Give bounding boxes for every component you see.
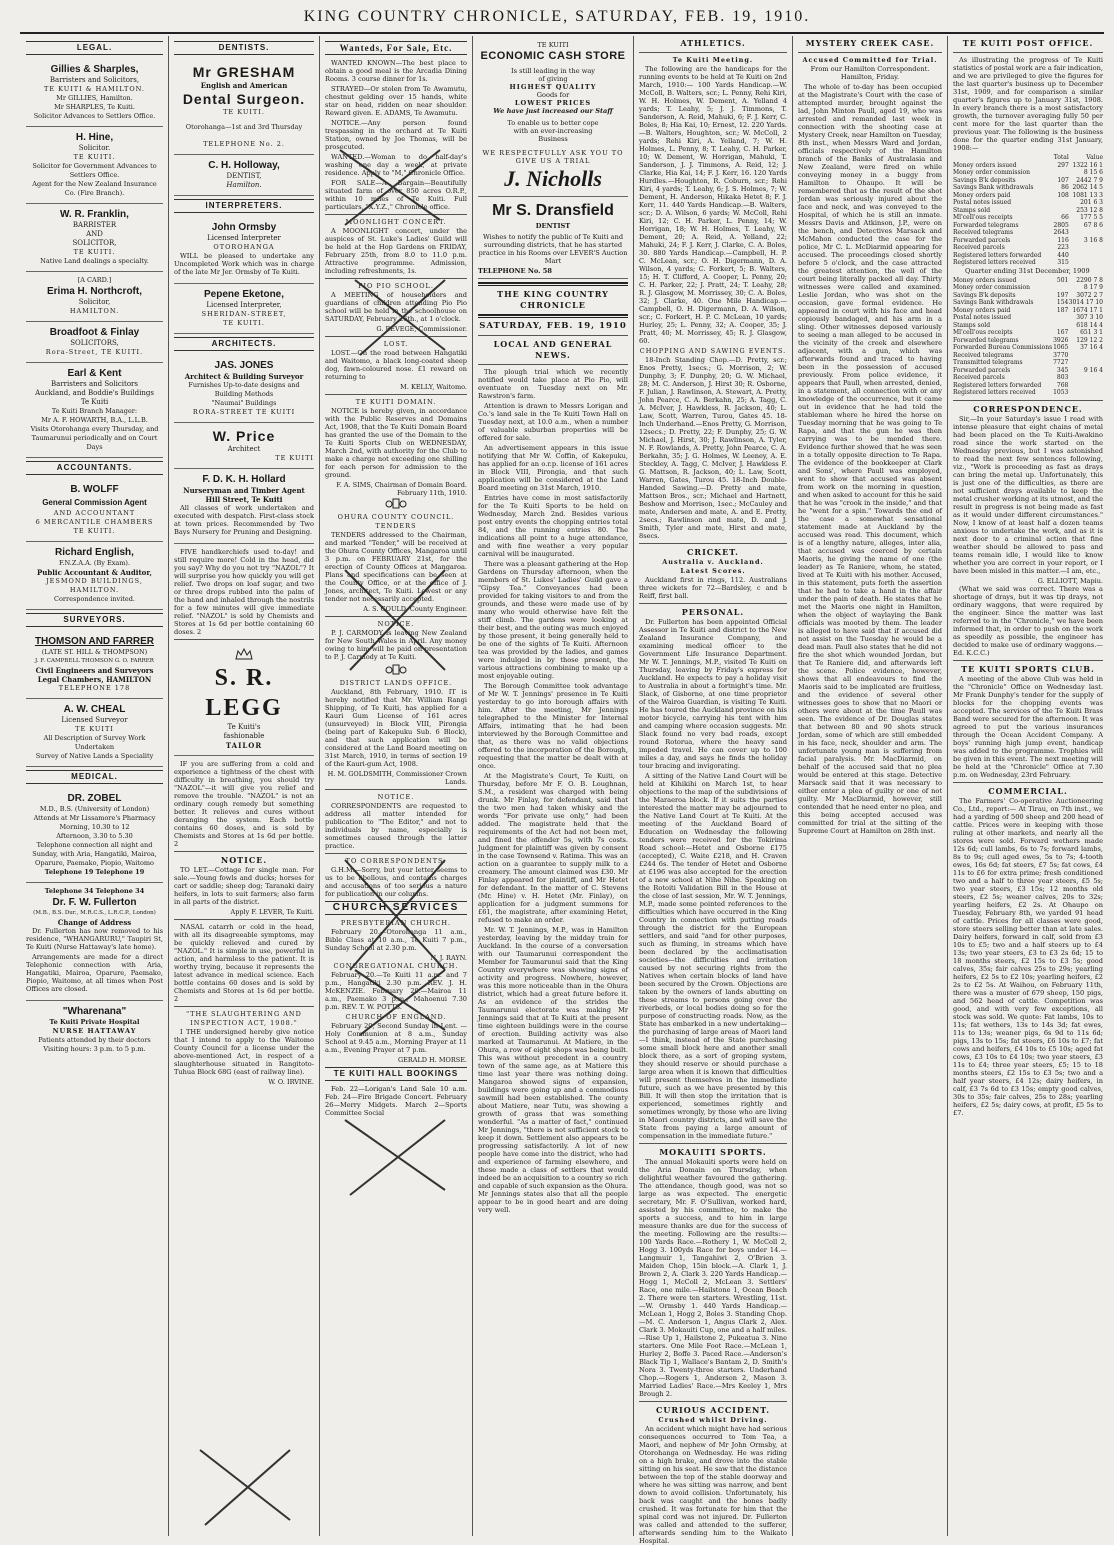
column-6 xyxy=(794,36,946,1536)
row-label: Forwarded parcels xyxy=(953,236,1011,244)
rule xyxy=(325,789,467,790)
piopio-notice: A MEETING of householders and guardians of children attending Pio Pio school will be held in the schoolhouse on SATURDAY, February 26th., at 1 o'clock. xyxy=(325,291,467,323)
row-value: 768 xyxy=(1056,381,1069,389)
wanted-5: FOR SALE—A Bargain—Beautifully situated farm of over 850 acres O.R.P., within 10 miles of Te Kuiti. Full particulars, "X.Y.Z.," Chronicle office. xyxy=(325,179,467,211)
piopio-signature: G. BEVEGE, Commissioner. xyxy=(376,325,467,333)
mokauiti-text: The annual Mokauiti sports were held on the Aria Domain on Thursday, when delightful weather favoured the gathering. The attendance, though good, was not so large as was expected. The energetic secretary, Mr. F. O'Sullivan, worked hard, assisted by his committee, to make the sports a success, and to him in large measure thanks are due for the success of the meeting. Following are the results:— 100 Yards Race.—Rothery 1, W. McColl 2, Hogg 3. 100yds Race for boys under 14.—Langmuir 1, Tangahiwi 2, O'Brien 3. Maiden Chop, 15in block.—A. Clark 1, J. Brown 2, A. Clark 3. 220 Yards Handicap.—Hogg 1, McColl 2, McLean 3. Settlers' Race, one mile.—Hailstone 1, Ocean Beach 2. There were ten starters. Wrestling, 11st.—W. Ormsby 1. 440 Yards Handicap.—McLean 1, Hogg 2, Boles 3. Standing Chop.—M. C. Anderson 1, Angus Clark 2, Alex. Clark 3. Mokauiti Cup, one and a half miles.—Rise Up 1, Hailstone 2, Pukeatua 3. Nine starters. One Mile Foot Race.—McLean 1, Hurley 2, Boffe 3. Paced Race.—Anderson's Black Tip 1, Wallace's Bantam 2, D. Smith's Nora 3. Twenty-three starters. Underhand Chop.—Rogers 1, Anderson 2, Mason 3. Married Ladies' Race.—Mrs Keeley 1, Mrs Brough 2. xyxy=(639,1158,787,1398)
post-office-heading: TE KUITI POST OFFICE. xyxy=(962,38,1094,48)
row-label: Money order commission xyxy=(953,284,1030,291)
row-value: 1065 xyxy=(1053,344,1069,351)
table-row xyxy=(953,169,1103,177)
table-row xyxy=(953,382,1103,390)
row-value xyxy=(1053,314,1068,322)
row-value xyxy=(1068,382,1103,390)
news-paragraph: Attention is drawn to Messrs Lorigan and Co.'s land sale in the Te Kuiti Town Hall on Tuesday next, at 10.0 a.m., when a number of valuable suburban properties will be offered for sale. xyxy=(478,402,628,442)
rule xyxy=(639,1143,787,1144)
section-interpreters: INTERPRETERS. xyxy=(174,199,314,213)
table-row xyxy=(953,214,1103,222)
table-row xyxy=(953,207,1103,215)
row-label: Forwarded telegrams xyxy=(953,336,1019,344)
tenders-signature: A. S. GOULD, County Engineer. xyxy=(363,605,467,613)
row-value: 803 xyxy=(1056,374,1069,381)
sports-club-heading: TE KUITI SPORTS CLUB. xyxy=(961,663,1095,674)
ad-wolff: B. WOLFF General Commission Agent AND ACCOUNTANT 6 MERCANTILE CHAMBERS TE KUITI. xyxy=(26,479,163,542)
row-label: Postal notes issued xyxy=(953,199,1012,206)
news-paragraph: At the Magistrate's Court, Te Kuiti, on Thursday, before Mr F. O. B. Loughnan, S.M., a resident was charged with being drunk. Mr Finlay, for defendant, said that the two men had taken whisky and the words "For private use only," had been added. The magistrate held that the requirements of the Act had not been met, and fined the offender 5s, with 7s costs. Judgment for plaintiff was given by consent in the case Townsend v. Ratima. This was an action on a guarantee to supply milk to a creamery. The amount claimed was £30. Mr Finlay appeared for plaintiff, and Mr Hetet for defendant. In the matter of C. Stevens (Mr. Hine) v. H. Hetet (Mr. Finlay), on application for a judgment summons for £61, the magistrate, after examining Hetet, refused to make an order. xyxy=(478,772,628,924)
table-row xyxy=(953,277,1103,285)
rule xyxy=(174,851,314,852)
slaughter-notice: I THE undersigned hereby give notice that I intend to apply to the Waitomo County Council for a license under the above-mentioned Act, in respect of a slaughterhouse situated in Rangitoto-Tuhua Block 68G (east of railway line). xyxy=(174,1028,314,1076)
table-row xyxy=(953,252,1103,260)
rule xyxy=(325,214,467,215)
personal-text-2: A sitting of the Native Land Court will be held at Kihikihi on March 1st, to hear objections to the map of the subdivisions of the Maraeroa block. If it suits the parties interested the matter may be adjourned to the Native Land Court at Te Kuiti. At the meeting of the Auckland Board of Education on Wednesday the following tenders were received for the Tokirima Road school:—Hetet and Osborne £175 (accepted), C. Waite £218, and H. Craven £244 6s. The tender of Hetet and Osborne at £196 was also accepted for the erection of a new school at Nihe Nihe. Speaking on the Rotoiti Validation Bill in the House at the close of last session, Mr. W. T. Jennings, M.P., made some pointed references to the difficulties which have occurred in the King Country in connection with putting roads through the district for the European settlers, and said "and for other purposes, such as fluming, in streams which have been declared by the acclimatisation societies—the difficulties and irritation caused by not securing rights from the Natives when certain blocks of land have been secured by the Crown. Objections are taken by the owners of lands abutting on these streams to persons going over the riverbeds, or local bodies doing so for the purpose of constructing roads. Now, as the State has embarked in a new undertaking—the purchasing of large areas of Maori land—I think, instead of the State purchasing some small block here and another small block there, as a sort of groping system, they should reserve or should purchase a large area when it is known that difficulties will present themselves in the immediate future, such as we have presented by this Bill. It will then stop the irritation that is experienced, sometimes rightly and sometimes wrongly, by those who are living in Maori country districts, and will save the State from paying a large amount of compensation in the immediate future." xyxy=(639,772,787,1140)
ad-thomson-farrer: THOMSON AND FARRER (LATE ST. HILL & THOMPSON) J. F. CAMPBELL THOMSON G. O. FARRER Civil Engineers and Surveyors Legal Chambers, HAMILTON TELEPHONE 178 xyxy=(26,631,163,699)
row-value: 2062 14 5 xyxy=(1072,184,1103,191)
lost-heading: LOST. xyxy=(383,340,409,348)
row-value: 8 15 6 xyxy=(1083,169,1103,176)
row-value: 345 xyxy=(1056,366,1069,374)
crown-icon xyxy=(234,647,254,661)
row-value: 129 12 2 xyxy=(1076,336,1103,344)
domain-signature: F. A. SIMS, Chairman of Domain Board. February 11th, 1910. xyxy=(336,481,467,497)
ad-english: Richard English, F.N.Z.A.A. (By Exam). Public Accountant & Auditor, JESMOND BUILDINGS, HAMILTON. Correspondence invited. xyxy=(26,542,163,610)
church-england-heading: CHURCH OF ENGLAND. xyxy=(345,1013,447,1021)
ad-earl-kent: Earl & Kent Barristers and Solicitors Auckland, and Boddie's Buildings Te Kuiti Te Kuiti Branch Manager: Mr A. F. HOWARTH, B.A., L.L.B. Visits Otorohanga every Thursday, and Taumarunui periodically and on Court Days xyxy=(26,363,163,458)
row-value: 2442 7 9 xyxy=(1076,176,1103,184)
row-label: Money orders paid xyxy=(953,191,1011,199)
row-label: Money orders issued xyxy=(953,161,1017,169)
row-label: Forwarded parcels xyxy=(953,366,1011,374)
table-row xyxy=(953,359,1103,367)
row-value: 108 xyxy=(1057,191,1069,199)
mystery-heading: MYSTERY CREEK CASE. xyxy=(805,38,935,48)
post-office-table-1908: Total Value Money orders issued 297 1322 16 1 Money order commission 8 15 6 Savings B'k deposits 107 2442 7 9 Savings Bank withdrawals 86 2062 14 5 Money orders paid 108 1081 13 3 Postal notes issued 201 6 3 Stamps sold 253 12 8 Ml'ceIl'ous receipts 66 177 5 5 Forwarded telegrams 2805 67 8 6 Received telegrams 2643 Forwarded parcels 116 3 16 8 Received parcels 223 Registered letters forwarded 440 Registered letters received 315 xyxy=(953,154,1103,266)
row-value: 8 17 9 xyxy=(1083,284,1103,291)
masthead-rule xyxy=(478,314,628,318)
domain-heading: TE KUITI DOMAIN. xyxy=(355,398,437,406)
rule xyxy=(798,52,942,53)
row-value: 154 xyxy=(1056,299,1069,306)
ad-hine: H. Hine, Solicitor. TE KUITI. Solicitor for Government Advances to Settlers Office. Agent for the New Zealand Insurance Co. (Fire Branch). xyxy=(26,127,163,204)
row-value: 3926 xyxy=(1053,336,1069,344)
row-value: 3770 xyxy=(1053,351,1069,359)
row-value: 167 xyxy=(1056,329,1069,336)
ad-holloway: C. H. Holloway, DENTIST, Hamilton. xyxy=(174,155,314,196)
row-label: Postal notes issued xyxy=(953,314,1012,321)
row-value: 618 14 4 xyxy=(1076,321,1103,329)
news-paragraph: The Borough Committee took advantage of Mr W. T. Jennings' presence in Te Kuiti yesterday to go into borough affairs with him. After the meeting, Mr Jennings telegraphed to the Minister for Internal Affairs, intimating that he had been interviewed by the Borough Committee and that, as there was no valid objections offered to the incorporation of the Borough, requesting that the matter be dealt with at once. xyxy=(478,682,628,770)
wanted-3: NOTICE.—Any person found trespassing in the orchard at Te Kuiti Station, owned by Joe Thomas, will be prosecuted. xyxy=(325,119,467,151)
sports-club-text: A meeting of the above Club was held in the "Chronicle" Office on Wednesday last. Mr Frank Dunphy's tender for the supply of blocks for the chopping events was accepted. The services of the Te Kuiti Brass Band were secured for the afternoon. It was agreed to put the various insurances through the Ocean Accident Company. A boys' running high jump event, handicap was added to the programme. Trophies will be given in this event. The next meeting will be held at the "Chronicle" Office at 7.30 p.m. on Wednesday, 23rd February. xyxy=(953,674,1103,779)
row-value xyxy=(1052,207,1069,215)
row-value: 7727 xyxy=(1053,359,1069,366)
cricket-text: Auckland first in rings, 112. Australians three wickets for 72—Bardsley, c and b Reiff, first ball. xyxy=(639,576,787,600)
rule xyxy=(478,335,628,336)
to-correspondents-text: G.H.M.—Sorry, but your letter seems to us to be libellous, and contains charges and accusations of too serious a nature for publication in our columns. xyxy=(325,866,467,898)
carmody-notice: P. J. CARMODY is leaving New Zealand for New South Wales in April. Any money owing to him will be paid on presentation to P. J. Carmody at Te Kuiti. xyxy=(325,629,467,661)
row-value: 9 16 4 xyxy=(1083,366,1103,374)
section-legal: LEGAL. xyxy=(26,41,163,55)
church-heading: CHURCH SERVICES xyxy=(325,901,467,915)
post-office-subhead: Quarter ending 31st December, 1909 xyxy=(965,266,1090,275)
table-row xyxy=(953,259,1103,267)
column-5 xyxy=(635,36,791,1545)
column-rule xyxy=(792,36,793,1536)
row-value: 116 xyxy=(1057,236,1069,244)
ad-gillies: Gillies & Sharples, Barristers and Solicitors, TE KUITI & HAMILTON. Mr GILLIES, Hamilton. Mr SHARPLES, Te Kuiti. Solicitor Advances to Settlers Office. xyxy=(26,59,163,127)
row-value: 3 16 8 xyxy=(1083,236,1103,244)
athletics-text: The following are the handicaps for the running events to be held at Te Kuiti on 2nd March, 1910:— 100 Yards Handicap.—W. McColl, B. Walters, scr.; L. Penny, Rehi Kiri, W. H. Holmes, W. Dement, A. Yelland 4 yards; T. Leahy, 5; J. J. Timmons, T. Sanderson, A. Reid, Mahuki, 6; F. J. Kerr, C. Boles, 8; Hia Kai, 10; Ernest, 12. 220 Yards.—B. Walters, Houghton, scr.; W. McColl, 2 yards; Rehi Kiri, A. Yelland, 7; W. H. Holmes, L. Penny, 8; T. Leahy, C. H. Parker, 10; W. Dement, W. Horrigan, Mahuki, T. Sanderson, J. J. Timmons, A. Reid, 12; J. Clarke, Hia Kai, 14; F. J. Kerr, 16. 120 Yards Hurdles.—Houghton, R. Coburn, scr.; Rehi Kiri, 4 yards; T. Leahy, 6; J. S. Holmes, 7; W. Dement, H. Anderson, Hikaka Hetet 8; F. J. Kerr, 11. 440 Yards Handicap.—B. Walters, scr.; D. A. Wilson, 6 yards; W. McColl, Rehi Kiri, 12; C. H. Parker, L. Penny, 14; W. Horrigan, 18; W. H. Holmes, T. Leahy, W. Dement, 20; A. Reid, A. Yelland, 22; Mahuki, 24; F. J. Kerr, J. Clarke, C. A. Boles, 30. 880 Yards Handicap.—Campbell, H. P. C. McLean, scr.; O. H. Digermann, D. A. Wilson, 4 yards; C. Forkert, 5; B. Walters, 15; H. T. Clifford, A. Cooper, L. Penny, 20; C. H. Parker, 22; J. Pratt, 24; T. Leahy, 28; R. J. Glasgow, M. Morrissey, 30; C. A. Boles, 32; J. Clarke, 40. One Mile Handicap.—Campbell, O. H. Digermann, D. A. Wilson, scr.; C. Forkert, H. P. C. McLean, 10 yards; Hurley, 25; L. Penny, 32; A. Cooper, 35; J. Pratt, 40; M. Morrissey, 45; R. J. Glasgow, 60. xyxy=(639,65,787,345)
ad-gresham: Mr GRESHAM English and American Dental Surgeon. TE KUITI. Otorohanga—1st and 3rd Thursday TELEPHONE No. 2. xyxy=(174,59,314,155)
row-label: Received telegrams xyxy=(953,351,1014,359)
rule xyxy=(639,543,787,544)
correspondence-heading: CORRESPONDENCE. xyxy=(973,403,1083,414)
row-value: 1053 xyxy=(1053,389,1069,396)
row-value: 187 xyxy=(1056,306,1069,314)
column-rule xyxy=(168,36,169,1536)
column-rule xyxy=(633,36,634,1536)
ad-northcroft: [A CARD.] Erima H. Northcroft, Solicitor, HAMILTON. xyxy=(26,272,163,322)
slaughter-signature: W. O. IRVINE. xyxy=(268,1078,314,1086)
ad-to-let-signature: Apply F. LEVER, Te Kuiti. xyxy=(230,908,314,916)
row-value xyxy=(1069,259,1103,267)
ad-nazol-3: NASAL catarrh or cold in the head, with all its disagreeable symptoms, may be quickly relieved and cured by "NAZOL." It is simple in use, powerful in action, and harmless to the patient. It is worthy trying, because it represents the latest advance in medical science. Each bottle contains 60 doses and is sold by Chemists and Stores at 1s 6d per bottle. 2 xyxy=(174,923,314,1003)
correspondents-notice: CORRESPONDENTS are requested to address all matter intended for publication to "The Editor," and not to individuals by name, especially is sometimes caused through the latter practice. xyxy=(325,802,467,850)
ad-hollard: F. D. K. H. Hollard Nurseryman and Timber Agent Hill Street, Te Kuiti All classes of work undertaken and executed with despatch. First-class stock at town prices. Recommended by Two Bays Nursery for Pruning and Designing. xyxy=(174,469,314,544)
correspondence-text: Sir,—In your Saturday's issue I read with intense pleasure that eight chains of metal had been placed on the Te Kuiti-Awakino road since the work started on the Wednesday previous, but I was astonished to read the next few sentences following, viz., "Work is proceeding as fast as drays can bring the metal up. Unfortunately, this is just one of the difficulties, as there are not sufficient drays available to keep the metal crusher working at its utmost, and the result in progress is not being made as fast as it would under different circumstances." Now, I know of at least half a dozen teams anxious to undertake the work, and as it is next door to a criminal action that fine weather should be allowed to pass and teams remain idle, I would like to know whether you are correct in your report, or I have been misled in this matter.—I am, etc., xyxy=(953,414,1103,575)
row-label: Stamps sold xyxy=(953,321,991,329)
congregational-heading: CONGREGATIONAL CHURCH. xyxy=(333,962,459,970)
moonlight-heading: MOONLIGHT CONCERT. xyxy=(345,218,447,226)
row-label: Registered letters received xyxy=(953,259,1036,266)
row-value: 67 8 6 xyxy=(1083,221,1103,229)
table-row xyxy=(953,337,1103,345)
column-2 xyxy=(170,36,318,1536)
row-label: Registered letters forwarded xyxy=(953,381,1042,389)
cricket-scores-heading: Latest Scores. xyxy=(680,567,746,575)
row-value: 307 3 10 xyxy=(1076,314,1103,321)
table-row xyxy=(953,329,1103,337)
curious-heading: CURIOUS ACCIDENT. xyxy=(656,1405,770,1415)
row-value xyxy=(1053,322,1068,330)
domain-notice: NOTICE is hereby given, in accordance with the Public Reserves and Domains Act, 1908, that the Te Kuiti Domain Board has granted the use of the Domain to the Te Kuiti Sports Club on WEDNESDAY, March 2nd, with authority for the Club to make a charge not exceeding one shilling for each person for admission to the ground. xyxy=(325,407,467,479)
section-wanteds: Wanteds, For Sale, Etc. xyxy=(325,41,467,55)
notice3-heading: NOTICE. xyxy=(377,793,415,801)
ad-zobel: DR. ZOBEL M.D., B.S. (University of London) Attends at Mr Lissamore's Pharmacy Morning, 10.30 to 12 Afternoon, 3.30 to 5.30 Telephone connection all night and Sunday, with Aria, Hangatiki, Mairoa, Oparure, Paemako, Piopio, Waitomo Telephone 19 Telephone 19 xyxy=(26,788,163,883)
chopping-heading: CHOPPING AND SAWING EVENTS. xyxy=(639,347,787,355)
row-label: Savings B'k deposits xyxy=(953,176,1016,184)
row-label: Money orders paid xyxy=(953,306,1011,314)
presbyterian-signature: N. J. RAYN. xyxy=(430,954,467,962)
table-row xyxy=(953,244,1103,252)
table-row xyxy=(953,367,1103,375)
notice2-heading: NOTICE. xyxy=(377,620,415,628)
table-row xyxy=(953,184,1103,192)
cricket-subheading: Australia v. Auckland. xyxy=(662,558,764,566)
page-title: KING COUNTRY CHRONICLE, SATURDAY, FEB. 19, 1910. xyxy=(303,8,811,25)
news-paragraph: Entries have come in most satisfactorily for the Te Kuiti Sports to be held on Wednesday, March 2nd. Besides various post entry events the chopping entries total 84, and the running entries 80. The indications all point to a huge attendance, and with fine weather a very popular carnival will be inaugurated. xyxy=(478,494,628,558)
ad-wharenana: "Wharenana" Te Kuiti Private Hospital NURSE HATTAWAY Patients attended by their doctors Visiting hours: 3 p.m. to 5 p.m. xyxy=(38,1006,151,1053)
row-label: Received telegrams xyxy=(953,229,1014,236)
post-office-table-1909 xyxy=(953,277,1103,397)
row-value: 37 16 4 xyxy=(1080,344,1103,351)
church-england-text: February 20, Second Sunday in Lent. —Holy Communion at 8 a.m., Sunday School at 9.45 a.m., Morning Prayer at 11 a.m., Evening Prayer at 7 p.m. xyxy=(325,1022,467,1054)
section-architects: ARCHITECTS. xyxy=(174,337,314,351)
row-value: 651 3 1 xyxy=(1080,329,1103,336)
header-rule xyxy=(20,32,1104,34)
to-correspondents-heading: TO CORRESPONDENTS. xyxy=(345,857,447,865)
ad-broadfoot: Broadfoot & Finlay SOLICITORS, Rora-Street, TE KUITI. xyxy=(26,322,163,363)
table-row xyxy=(953,322,1103,330)
row-label: Received parcels xyxy=(953,244,1005,251)
table-row xyxy=(953,237,1103,245)
row-value xyxy=(1068,359,1103,367)
row-label: Stamps sold xyxy=(953,206,991,214)
row-value xyxy=(1068,374,1103,382)
row-value: 3072 2 7 xyxy=(1076,291,1103,299)
ad-legg: S. R. LEGG Te Kuiti's fashionable TAILOR xyxy=(174,643,314,756)
row-value: 223 xyxy=(1057,244,1069,251)
personal-heading: PERSONAL. xyxy=(681,607,745,617)
section-dentists: DENTISTS. xyxy=(174,41,314,55)
table-row xyxy=(953,222,1103,230)
curious-subheading: Crushed whilst Driving. xyxy=(658,1416,768,1424)
dlo-signature: H. M. GOLDSMITH, Commissioner Crown Lands. xyxy=(327,770,467,786)
rule xyxy=(953,782,1103,783)
column-3 xyxy=(321,36,471,1536)
table-row xyxy=(953,199,1103,207)
row-label: Savings Bank withdrawals xyxy=(953,184,1034,191)
post-office-text: As illustrating the progress of Te Kuiti statistics of postal work are a fair indication, and we are privileged to give the figures for the last quarter's business up to December 31st, 1909, and for comparison a similar quarter's figures up to January 31st, 1908. In every branch there is a most satisfactory growth, the turnover averaging fully 50 per cent more for the last quarter than the previous year. The following is the business done for the quarter ending 31st January, 1908:— xyxy=(953,56,1103,152)
ad-dransfield: Mr S. Dransfield DENTIST Wishes to notify the public of Te Kuiti and surrounding districts, that he has started practice in his Rooms over LEVER'S Auction Mart TELEPHONE No. 58 xyxy=(478,197,628,279)
table-row xyxy=(953,192,1103,200)
row-label: Transmitted telegrams xyxy=(953,359,1023,366)
mystery-subheading: Accused Committed for Trial. xyxy=(802,56,938,64)
ad-jones: JAS. JONES Architect & Building Surveyor Furnishes Up-to-date designs and Building Methods "Naumai" Buildings RORA-STREET TE KUITI xyxy=(174,355,314,423)
row-value: 86 xyxy=(1061,184,1069,191)
row-label: Savings Bank withdrawals xyxy=(953,299,1034,306)
ad-nazol-1: FIVE handkerchiefs used to-day! and still require more! Cold in the head, did you say? Why do you not try "NAZOL"? It will surprise you how quickly you will get relief. Two drops on loaf sugar, and two or three drops rubbed into the palm of the hand and inhaled through the nostrils for a few minutes will give immediate relief. "NAZOL" is sold by Chemists and Stores at 1s 6d per bottle containing 60 doses. 2 xyxy=(174,548,314,636)
correspondence-signature: G. ELLIOTT, Mapiu. xyxy=(1037,576,1103,585)
row-value xyxy=(1052,199,1069,207)
row-label: Registered letters forwarded xyxy=(953,251,1042,259)
commercial-text: The Farmers' Co-operative Auctioneering Co., Ltd., report:— At Tirau, on 7th inst., we had a yarding of 500 sheep and 200 head of cattle. Prices were in keeping with those ruling at other markets, and nearly all the stores were sold. Forward wethers made 12s 6d; cull lambs, 6s to 7s; forward lambs, 8s to 9s; cull aged ewes, 5s to 7s; 4-tooth ewes, 16s 6d; fat steers, £7 5s; fat cows, £4 11s to £6 for extra prime; fresh conditioned two and a half to three year steers, £5 5s; two year steers, £3 15s; 12 months old steers, £2 5s; weaner calves, 20s to 32s; yearling heifers, £2 2s. At Ohaupo on Tuesday, February 8th, we yarded 91 head of cattle. Prices for all classes were good, store steers selling better than at late sales. Dairy heifers, forward in calf, sold from £3 10s to £5; two and a half steers up to £4 13s; two year steers, £3 to £3 2s 6d; 15 to 18 months steers, £2 15s to £3 5s; good calves, 35s; fair calves 25s to 29s; yearling heifers, £2 5s to £2 10s; yearling heifers, £2 2s to £2 5s. At Waihou, on February 11th, there was a muster of 679 sheep, 150 pigs, and 562 head of cattle. Competition was good, and with very few exceptions, all stock was sold. We quote: Fat lambs, 10s to 11s; fat wethers, 13s to 14s 3d; fat ewes, 11s to 13s; weaner pigs, 6s 9d to 11s 6d; pigs, 13s to 15s; fat steers, £6 10s to £7; fat cows and heifers, £4 10s to £5 10s; aged fat cows, £3 10s to £4 10s; two year steers, £3 11s to £4; three year steers, £5; 15 to 18 months steers, £2 15s to £3 5s; two and a half year steers, £4 12s; dairy heifers, in calf, £3 7s 6d to £3 15s; empty good calves, 30s to 35s; fair calves, 25s to 28s; yearling heifers, £2 5s; dairy cows, at profit, £5 5s to £7. xyxy=(953,796,1103,1117)
rule xyxy=(639,1401,787,1402)
congregational-text: February 20.—Te Kuiti 11 a.m. and 7 p.m., Hangatiki 2.30 p.m. REV. J. H. McKENZIE. February 20.—Mairoa 11 a.m., Paemako 3 p.m., Mahoenui 7.30 p.m. REV. T. W. POTTS. xyxy=(325,971,467,1011)
news-paragraph: Mr. W. T. Jennings, M.P., was in Hamilton yesterday, leaving by the midday train for Auckland. In the course of a conversation with our Taumarunui correspondent the Member for Taumarunui said that the King Country everywhere was showing signs of activity and progress. Nowhere, however, was this more noticeable than in the Ohura district, which had a great future before it. As an evidence of the strides the Taumarunui electorate was making Mr Jennings said that at Te Kuiti at the present time eighteen buildings were in the course of erection. Building activity was also marked at Taumarunui. At Matiere, in the Ohura, a row of eight shops was being built. This was without precedent in a country town of the same age, as at Matiere this time last year there was nothing doing. Mangaroa showed signs of expansion, buildings were going up and a commodious sawmill had been established. The county about Matiere, near Tutu, was showing a growth of grass that was something wonderful. "As a matter of fact," continued Mr Jennings, "there is not sufficient stock to keep it down. Settlement also appears to be progressing satisfactorily. A lot of new people have come into the district, who had and experience of farming elsewhere, and these made a class of settlers that would indeed be an acquisition to a country so rich and capable of such expansion as the Ohura. Mr Jennings states also that all the people appear to be in good heart and are doing very well. xyxy=(478,926,628,1214)
row-value: 3014 17 10 xyxy=(1068,299,1103,306)
row-value: 197 xyxy=(1056,291,1069,299)
ad-price: W. Price Architect TE KUITI xyxy=(174,423,314,469)
ad-to-let: TO LET.—Cottage for single man. For sale.—Young fowls and ducks; horses for cart or saddle; sheep dog; Taranaki dairy heifers, in lots to suit farmers; also farm in all parts of the district. xyxy=(174,866,314,906)
rule xyxy=(953,400,1103,401)
rule xyxy=(325,853,467,854)
section-medical: MEDICAL. xyxy=(26,770,163,784)
row-value: 201 6 3 xyxy=(1080,199,1103,206)
row-value: 1674 17 1 xyxy=(1072,306,1103,314)
hall-bookings-text: Feb. 22—Lorigan's Land Sale 10 a.m. Feb. 24—Fire Brigade Concert. February 26—Merry Midgets. March 2—Sports Committee Social xyxy=(325,1085,467,1117)
news-paragraph: The plough trial which we recently notified would take place at Pio Pio, will eventuate on Tuesday next on Mr. Rawstron's farm. xyxy=(478,368,628,400)
piopio-heading: PIO PIO SCHOOL. xyxy=(358,282,434,290)
row-label: Ml'ceIl'ous receipts xyxy=(953,329,1013,336)
personal-text: Dr. Fullerton has been appointed Official Assessor in Te Kuiti and district to the New Zealand Insurance Company, and examining medical officer to the Government Life Insurance Department. Mr W. T. Jennings, M.P., visited Te Kuiti on Thursday, leaving by Friday's express for Auckland. He expects to pay a holiday visit to Australia in about a fortnight's time. Mr. Slack, of Gisborne, at one time proprietor of the Wairoa Guardian, is visiting Te Kuiti. He has toured the Auckland province on his motor bicycle, carrying his tent with him and camping where occasion suggests. Mr. Slack found no very bad roads, except round Rotorua, where the heavy sand impeded travel. He can cover up to 100 miles a day, and says he finds the holiday tour bracing and invigorating. xyxy=(639,618,787,770)
row-value: 2805 xyxy=(1053,221,1069,229)
row-value: 297 xyxy=(1057,161,1069,169)
section-surveyors: SURVEYORS. xyxy=(26,613,163,627)
rule xyxy=(639,52,787,53)
row-value xyxy=(1068,389,1103,397)
wanted-2: STRAYED—Or stolen from Te Awamutu, chestnut gelding over 15 hands, white star on head, ridden on near shoulder. Reward given. E. ADAMS, Te Awamutu. xyxy=(325,85,467,117)
mystery-dateline: From our Hamilton Correspondent. Hamilton, Friday. xyxy=(810,65,930,81)
rule xyxy=(325,394,467,395)
row-value: 315 xyxy=(1057,259,1069,266)
row-label: Savings B'k deposits xyxy=(953,291,1016,299)
table-row xyxy=(953,162,1103,170)
table-row xyxy=(953,299,1103,307)
ad-ormsby: John Ormsby Licensed Interpreter OTOROHANGA WILL be pleased to undertake any Uncompleted Work which was in charge of the late Mr Jer. Ormsby of Te Kuiti. xyxy=(174,217,314,284)
lost-notice: LOST.—On the road between Hangatiki and Waitomo, a black long-coated sheep dog, fawn-coloured nose. £1 reward on returning to xyxy=(325,349,467,381)
column-7 xyxy=(949,36,1107,1536)
moonlight-notice: A MOONLIGHT concert, under the auspices of St. Luke's Ladies' Guild will be held at the Hop Gardens on FRIDAY, February 25th, from 8.0 to 11.0 p.m. Attractive programme. Admission, including refreshments, 1s. xyxy=(325,227,467,275)
row-value: 107 xyxy=(1057,176,1069,184)
column-1 xyxy=(22,36,167,1536)
ad-cheal: A. W. CHEAL Licensed Surveyor TE KUITI All Description of Survey Work Undertaken Survey of Native Lands a Speciality xyxy=(26,699,163,767)
wanted-1: WANTED KNOWN—The best place to obtain a good meal is the Arcadia Dining Rooms. 3 course dinner for 1s. xyxy=(325,59,467,83)
rule xyxy=(478,364,628,365)
ohura-heading: OHURA COUNTY COUNCIL. xyxy=(337,513,455,521)
table-row xyxy=(953,284,1103,292)
row-value: 253 12 8 xyxy=(1076,206,1103,214)
row-value xyxy=(1069,229,1103,237)
tenders-notice: TENDERS addressed to the Chairman, and marked "Tender," will be received at the Ohura County Offices, Mangaroa until 3 p.m. on FEBRUARY 21st, for the erection of County Offices at Mangaroa. Plans and specifications can be seen at the County Office, or at the office of J. Jones, architect, Te Kuiti. Lowest or any tender not necessarily accepted. xyxy=(325,531,467,603)
slaughter-heading: "THE SLAUGHTERING AND INSPECTION ACT, 1908." xyxy=(186,1010,302,1027)
table-row xyxy=(953,292,1103,300)
curious-text: An accident which might have had serious consequences occurred to Tom Tea, a Maori, and nephew of Mr John Ormsby, at Otorohanga on Wednesday. He was riding on a high brake, and drove into the stable sitting on his seat. He saw that the distance between the top of the stable doorway and where he was sitting was narrow, and bent down to avoid collision. Unfortunately, his back was caught and the bones badly crushed. It was fortunate for him that the spinal cord was not injured. Dr. Fullerton was called and attended to the sufferer, afterwards sending him to the Waikato Hospital. xyxy=(639,1425,787,1545)
masthead-rule xyxy=(478,282,628,286)
presbyterian-heading: PRESBYTERIAN CHURCH. xyxy=(340,919,452,927)
column-4 xyxy=(474,36,632,1536)
row-label: Forwarded Bureau Commissions xyxy=(953,344,1053,351)
tenders-heading: TENDERS xyxy=(375,522,417,530)
cricket-heading: CRICKET. xyxy=(687,547,739,557)
wanted-4: WANTED.—Woman to do half-day's washing one day a week, at private residence. Apply to "M," Chronicle Office. xyxy=(325,153,467,177)
ad-fullerton: Telephone 34 Telephone 34 Dr. F. W. Fullerton (M.B., B.S. Dur., M.R.C.S., L.R.C.P., London) Change of Address Dr. Fullerton has now removed to his residence, "WHANGARURU," Taupiri St, Te Kuiti (Nurse Hattaway's late home). Arrangements are made for a direct Telephonic connection with Aria, Hangatiki, Mairoa, Oparure, Paemako, Piopio, Waitomo, at all times when Post Offices are closed. xyxy=(26,883,163,1001)
ad-economic-cash-store: TE KUITI ECONOMIC CASH STORE Is still leading in the way of giving HIGHEST QUALITY Goods for LOWEST PRICES We have just increased our Staff To enable us to better cope with an ever-increasing Business WE RESPECTFULLY ASK YOU TO GIVE US A TRIAL J. Nicholls xyxy=(478,38,628,197)
row-value xyxy=(1069,244,1103,252)
row-value xyxy=(1053,284,1068,292)
hall-bookings-heading: TE KUITI HALL BOOKINGS xyxy=(325,1067,467,1081)
rule xyxy=(174,919,314,920)
rule xyxy=(953,660,1103,661)
rule xyxy=(174,1006,314,1007)
section-accountants: ACCOUNTANTS. xyxy=(26,461,163,475)
ad-nazol-2: IF you are suffering from a cold and experience a tightness of the chest with difficulty in breathing, you should try "NAZOL"—it will give you relief and remove the trouble. "NAZOL" is not an ordinary cough remedy but something better. It relieves and cures without deranging the system. Each bottle contains 60 doses, and is sold by Chemists and Stores at 1s 6d per bottle. 2 xyxy=(174,760,314,848)
row-label: Ml'ceIl'ous receipts xyxy=(953,214,1013,221)
row-value: 177 5 5 xyxy=(1080,214,1103,221)
rule xyxy=(953,52,1103,53)
row-value: 1081 13 3 xyxy=(1072,191,1103,199)
table-row xyxy=(953,352,1103,360)
chopping-text: 18-Inch Standing Chop.—D. Pretty, scr.; Enos Pretty, 1secs.; G. Morrison, 2; W. Dunphy, 3; F. Dunphy, 20; G. W. Michael, 28; M. C. Anderson, J. Hirst 30; R. Osborne, F. Julian, J. Rawlinson, A. Stewart, A. Pretty, John Pearce, C. A. Berkahn, 25; A. Tagg, C. A. McIver, J. Hawkless, R. Jackson, 40; L. Law, Scott, Warren, Turou, Gates 45. 18-Inch Underhand.—Enos Pretty, G. Morrison, 12secs.; D. Pretty, 22; F. Dunphy, 25; G. W. Michael, J. Hirst, 30; J. Rawlinson, A. Tyler, N. F. Rowlands, A. Pretty, John Pearce, C. A. Berkahn, 35; J. G. Holmes, W. Leeney, A. E. Steckley, A. Tagg, C. McIver, J. Hawkless F. G. Mattson, R. Jackson, 40; L. Law, Scott, Warren, Gates, Turou 45. 18-Inch Double-Handed Sawing.—D. Pretty and mate, Mattson Bros., scr.; Michael and Hartnett, Beshow and Morrison, 1sec.; McCauley and mate, Andersen and mate, A. and E. Pretty, 2secs.; Rawlinson and mate, D. and J. Smith, Tyler and mate, Hirst and mate, 8secs. xyxy=(639,356,787,540)
news-paragraph: An advertisement appears in this issue notifying that Mr W. Coffin, of Kakepuku, has applied for an o.r.p. license of 161 acres in Block VIII, Pirongia, and that such application will be considered at the Land Board meeting on 31st March, 1910. xyxy=(478,444,628,492)
table-row xyxy=(953,344,1103,352)
correspondence-reply: (What we said was correct. There was a shortage of drays, but it was tip drays, not ordinary waggons, that were required by the engineer. Since the matter was last referred to in the "Chronicle," we have been informed that, in order to push on the work as speedily as possible, the engineer has decided to make use of ordinary waggons.—Ed. K.C.C.) xyxy=(953,584,1103,657)
table-row xyxy=(953,229,1103,237)
rule xyxy=(325,336,467,337)
notice-heading: NOTICE. xyxy=(220,855,268,865)
ad-franklin: W. R. Franklin, BARRISTER AND SOLICITOR, TE KUITI. Native Land dealings a specialty. xyxy=(26,204,163,272)
masthead-title: THE KING COUNTRY CHRONICLE xyxy=(497,289,609,310)
row-label: Money order commission xyxy=(953,169,1030,176)
column-rule xyxy=(472,36,473,1536)
row-value: 501 xyxy=(1056,276,1069,284)
row-value xyxy=(1052,169,1069,177)
dlo-heading: DISTRICT LANDS OFFICE. xyxy=(339,679,453,687)
row-value: 2643 xyxy=(1053,229,1069,236)
mokauiti-heading: MOKAUITI SPORTS. xyxy=(659,1147,767,1157)
rule xyxy=(174,639,314,640)
table-row xyxy=(953,177,1103,185)
coat-of-arms-icon xyxy=(325,663,467,679)
row-label: Money orders issued xyxy=(953,276,1017,284)
masthead-date: SATURDAY, FEB. 19, 1910 xyxy=(479,321,627,331)
news-paragraph: There was a pleasant gathering at the Hop Gardens on Thursday afternoon, when the members of St. Lukes' Ladies' Guild gave a "Gipsy Tea." Conveyances had been provided for taking visitors to and from the grounds, and these were made use of by many who would otherwise have felt the stiff climb. The gardens were looking at their best, and the outing was much enjoyed by those present, it being generally held to be one of the sights of Te Kuiti. Afternoon tea was provided by the ladies, and games were indulged in by those present, the various attractions combining to make up a most enjoyable outing. xyxy=(478,560,628,680)
row-value: 440 xyxy=(1057,251,1069,259)
local-news-heading: LOCAL AND GENERAL NEWS. xyxy=(493,339,613,360)
dlo-notice: Auckland, 8th February, 1910. IT is hereby notified that Mr. William Rangi Shipping, of Te Kuiti, has applied for a Kauri Gum License of 161 acres (unsurveyed) in Block VIII, Pirongia (being part of Kakepuku Sub. 6 Block), and that such application will be considered at the Land Board meeting on 31st March, 1910, in terms of section 19 of the Kauri-gum Act, 1908. xyxy=(325,688,467,768)
presbyterian-text: February 20.—Otorohanga 11 a.m., Bible Class at 10 a.m., Te Kuiti 7 p.m., Sunday School at 2.30 p.m. xyxy=(325,928,467,952)
athletics-heading: ATHLETICS. xyxy=(680,38,746,48)
row-label: Received parcels xyxy=(953,374,1005,381)
table-row xyxy=(953,374,1103,382)
ad-eketone: Pepene Eketone, Licensed Interpreter, SHERIDAN-STREET, TE KUITI. xyxy=(174,284,314,334)
commercial-heading: COMMERCIAL. xyxy=(988,785,1068,796)
row-label: Registered letters received xyxy=(953,389,1036,396)
rule xyxy=(325,616,467,617)
row-value: 66 xyxy=(1061,214,1069,221)
table-row xyxy=(953,389,1103,397)
rule xyxy=(325,278,467,279)
church-england-signature: GERALD H. MORSE. xyxy=(397,1056,467,1064)
athletics-subheading: Te Kuiti Meeting. xyxy=(672,56,754,64)
row-value xyxy=(1068,352,1103,360)
row-label: Forwarded telegrams xyxy=(953,221,1019,229)
row-value xyxy=(1069,252,1103,260)
column-rule xyxy=(947,36,948,1536)
table-row xyxy=(953,307,1103,315)
rule xyxy=(639,603,787,604)
row-value: 1322 16 1 xyxy=(1072,161,1103,169)
column-rule xyxy=(319,36,320,1536)
table-row xyxy=(953,314,1103,322)
row-value: 2290 7 8 xyxy=(1076,276,1103,284)
lost-signature: M. KELLY, Waitomo. xyxy=(400,383,467,391)
coat-of-arms-icon xyxy=(325,497,467,513)
mystery-text: The whole of to-day has been occupied at the Magistrate's Court with the case of attempted murder, brought against the lad, John Minton Paull, aged 19, who was arrested and remanded last week in connection with the shooting case at Mystery Creek, near Hamilton on Tuesday, 8th inst., when Messrs Ward and Jordan, officials respectively of the Hamilton branch of the Banks of Australasia and New Zealand, were fired on while conveying money in a buggy from Hamilton to Ohaupo. It will be remembered that as the result of the shot Jordan was seriously injured about the face and neck, and was conveyed to the Hospital, of which he is still an inmate. Messrs Davis and Atkinson, J.P., were on the bench, and Detectives Marsack and McMahon conducted the case for the police, Mr C. L. McDiarmid appearing for accused. The proceedings closed shortly before 5 o'clock, and the case attracted the greatest attention, the well of the court being literally packed all day. Thirty witnesses were called and examined. Leslie Jordan, who was shot on the occasion, gave formal evidence. He appeared in court with his face and head copiously bandaged, and his arm in a sling. Other witnesses deposed variously to seeing a man alleged to be accused in the vicinity of the creek and elsewhere adjacent, with a gun, which was afterwards found and traced to having been in the possession of accused previously. From police evidence, it appears that Paull, when arrested, denied, in a statement, all connection with or any knowledge of the occurrence, but it came out in evidence that he had told the stableman where he hired the horse on Tuesday morning that he was going to Te Rapa, and that the gun he was then carrying was to be mended there. Evidence further showed that he was seen in a totally opposite direction to Te Rapa. The evidence of the bookkeeper at Clark and Sons', where Paull was employed, went to show that accused was absent from work on the morning in question, and when asked to account for this he said that he was "crook in the inside," and that he "went for a spin." Towards the end of the case a somewhat sensational statement made at Auckland by the accused was read. This document, which is of a lengthy nature, alleges, inter alia, that accused was coerced by certain Maoris, he giving the name of one (the leader) as Te Raniere, whom, he stated, lived at Te Kuiti with his mother. Accused, in this statement, puts forth the assertion that he had to take a hand in the affair under the pain of death. He states that he met the Maoris one night in Hamilton, when the object of waylaying the Bank officials was mooted by them. The leader is alleged to have said that if accused did not assist on the Tuesday he would be a dead man. Paull also states that he did not fire the shot which wounded Jordan, but that Te Raniere did, and afterwards left the scene. Police evidence, however, shows that all endeavours to find the Maoris said to be implicated are fruitless, and the evidence of several other witnesses goes to show that no Maori or others were about at the time Paull was seen. The evidence of Dr. Douglas states that between 80 and 90 shots struck Jordan, some of which are still embedded in his face, neck, shoulder and arm. The unfortunate young man is suffering from facial paralysis. Mr. MacDiarmid, on behalf of the accused said that no plea would be entered at this stage. Detective Marsack said that it was necessary to either enter a plea of guilty or one of not guilty. Mr MacDiarmid, however, still contended that he need enter no plea, and this being accepted accused was committed for trial at the sitting of the Supreme Court at Hamilton on 28th inst. xyxy=(798,83,942,835)
